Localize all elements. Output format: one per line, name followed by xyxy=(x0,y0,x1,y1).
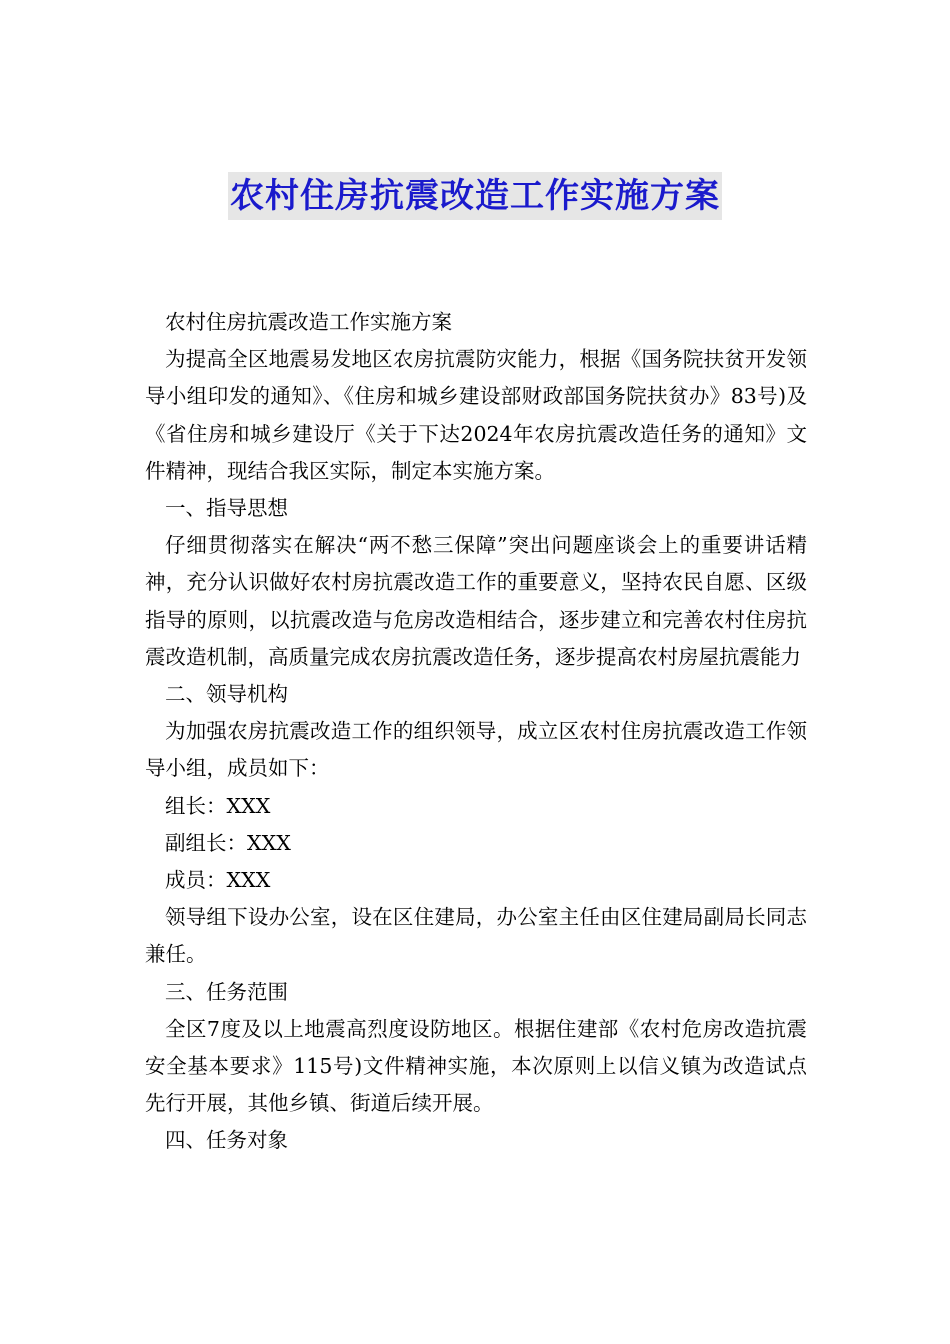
members-line: 成员：XXX xyxy=(165,868,271,893)
heading-task-scope: 三、任务范围 xyxy=(165,979,288,1004)
title-container xyxy=(0,172,950,220)
heading-guiding-ideology: 一、指导思想 xyxy=(165,496,288,521)
paragraph-subtitle: 农村住房抗震改造工作实施方案 xyxy=(165,310,452,334)
document-body xyxy=(145,304,807,1160)
heading-leadership: 二、领导机构 xyxy=(165,682,288,707)
deputy-leader-line: 副组长：XXX xyxy=(165,830,291,855)
paragraph-task-scope: 全区7度及以上地震高烈度设防地区。根据住建部《农村危房改造抗震安全基本要求》115号)文件精神实施，本次原则上以信义镇为改造试点先行开展，其他乡镇、街道后续开展。 xyxy=(145,1016,807,1116)
document-title: 农村住房抗震改造工作实施方案 xyxy=(228,172,722,220)
leader-line: 组长：XXX xyxy=(165,793,271,818)
paragraph-intro: 为提高全区地震易发地区农房抗震防灾能力，根据《国务院扶贫开发领导小组印发的通知》、《住房和城乡建设部财政部国务院扶贫办》83号)及《省住房和城乡建设厅《关于下达2024年农房抗震改造任务的通知》文件精神，现结合我区实际，制定本实施方案。 xyxy=(145,347,807,483)
paragraph-leadership: 为加强农房抗震改造工作的组织领导，成立区农村住房抗震改造工作领导小组，成员如下： xyxy=(145,719,807,781)
paragraph-office: 领导组下设办公室，设在区住建局，办公室主任由区住建局副局长同志兼任。 xyxy=(145,905,807,967)
paragraph-guiding-ideology: 仔细贯彻落实在解决“两不愁三保障”突出问题座谈会上的重要讲话精神，充分认识做好农村房抗震改造工作的重要意义，坚持农民自愿、区级指导的原则，以抗震改造与危房改造相结合，逐步建立和完善农村住房抗震改造机制，高质量完成农房抗震改造任务，逐步提高农村房屋抗震能力 xyxy=(145,533,807,669)
heading-task-target: 四、任务对象 xyxy=(165,1128,288,1153)
